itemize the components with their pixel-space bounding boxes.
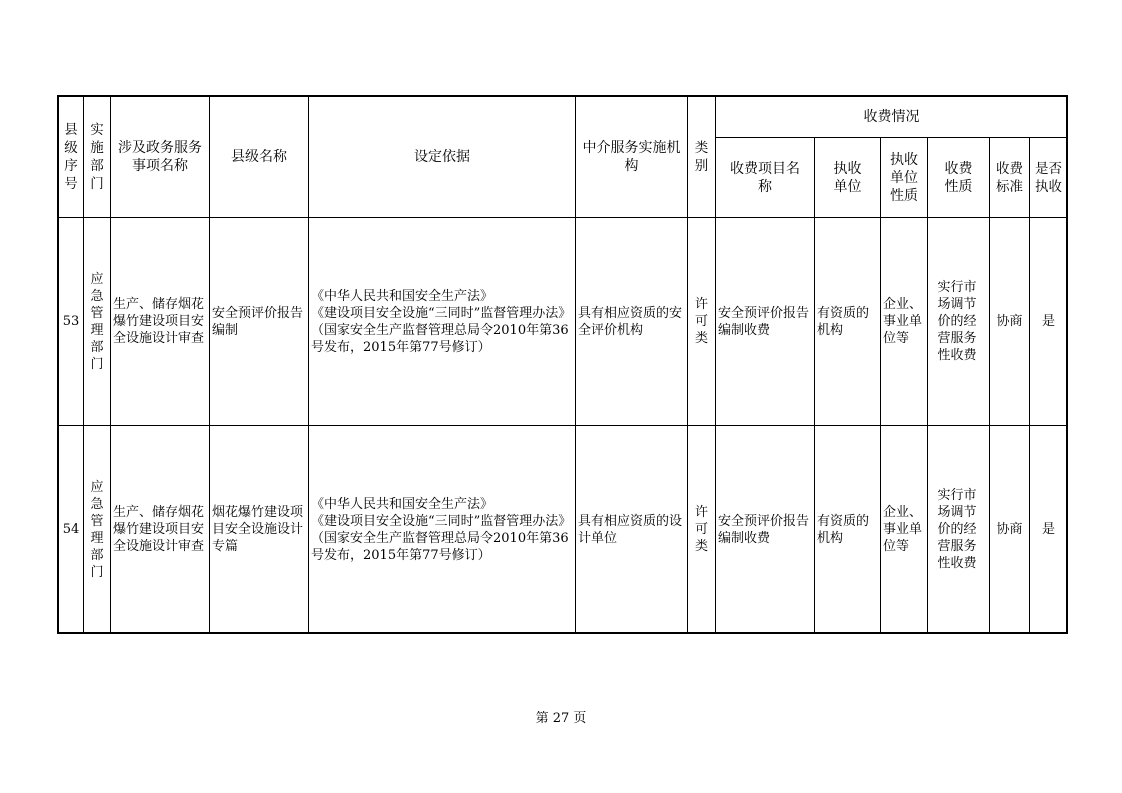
- row-fee-standard: 协商: [990, 218, 1030, 426]
- row-fee-nature: 实行市场调节价的经营服务性收费: [928, 426, 990, 634]
- header-fee-standard: 收费标准: [990, 138, 1030, 218]
- row-basis: 《中华人民共和国安全生产法》 《建设项目安全设施“三同时”监督管理办法》（国家安全生产监督管理总局令2010年第36号发布，2015年第77号修订）: [309, 218, 576, 426]
- row-seq: 54: [59, 426, 84, 634]
- row-collector: 有资质的机构: [815, 426, 881, 634]
- row-collector-nature: 企业、事业单位等: [881, 426, 928, 634]
- row-collector: 有资质的机构: [815, 218, 881, 426]
- header-fee-group: 收费情况: [716, 97, 1068, 138]
- header-is-collected: 是否执收: [1030, 138, 1068, 218]
- table-row: [59, 218, 1068, 426]
- row-collector-nature: 企业、事业单位等: [881, 218, 928, 426]
- table-row: [59, 426, 1068, 634]
- header-collector-nature: 执收单位性质: [881, 138, 928, 218]
- row-service: 生产、储存烟花爆竹建设项目安全设施设计审查: [111, 218, 210, 426]
- fee-table: [58, 96, 1068, 634]
- header-agency: 中介服务实施机构: [576, 97, 688, 218]
- row-county-name: 安全预评价报告编制: [210, 218, 309, 426]
- header-category: 类别: [688, 97, 716, 218]
- header-dept: 实施部门: [84, 97, 111, 218]
- row-county-name: 烟花爆竹建设项目安全设施设计专篇: [210, 426, 309, 634]
- row-dept: 应急管理部门: [84, 426, 111, 634]
- row-is-collected: 是: [1030, 426, 1068, 634]
- header-service: 涉及政务服务事项名称: [111, 97, 210, 218]
- row-fee-standard: 协商: [990, 426, 1030, 634]
- row-service: 生产、储存烟花爆竹建设项目安全设施设计审查: [111, 426, 210, 634]
- row-is-collected: 是: [1030, 218, 1068, 426]
- row-seq: 53: [59, 218, 84, 426]
- header-collector: 执收单位: [815, 138, 881, 218]
- row-dept: 应急管理部门: [84, 218, 111, 426]
- row-fee-item: 安全预评价报告编制收费: [716, 218, 815, 426]
- header-county-name: 县级名称: [210, 97, 309, 218]
- row-fee-item: 安全预评价报告编制收费: [716, 426, 815, 634]
- header-fee-nature: 收费性质: [928, 138, 990, 218]
- row-basis: 《中华人民共和国安全生产法》 《建设项目安全设施“三同时”监督管理办法》（国家安全生产监督管理总局令2010年第36号发布，2015年第77号修订）: [309, 426, 576, 634]
- row-agency: 具有相应资质的设计单位: [576, 426, 688, 634]
- header-fee-item: 收费项目名称: [716, 138, 815, 218]
- row-agency: 具有相应资质的安全评价机构: [576, 218, 688, 426]
- row-category: 许可类: [688, 426, 716, 634]
- header-basis: 设定依据: [309, 97, 576, 218]
- row-fee-nature: 实行市场调节价的经营服务性收费: [928, 218, 990, 426]
- header-seq: 县级序号: [59, 97, 84, 218]
- page-number: 第 27 页: [535, 711, 587, 726]
- row-category: 许可类: [688, 218, 716, 426]
